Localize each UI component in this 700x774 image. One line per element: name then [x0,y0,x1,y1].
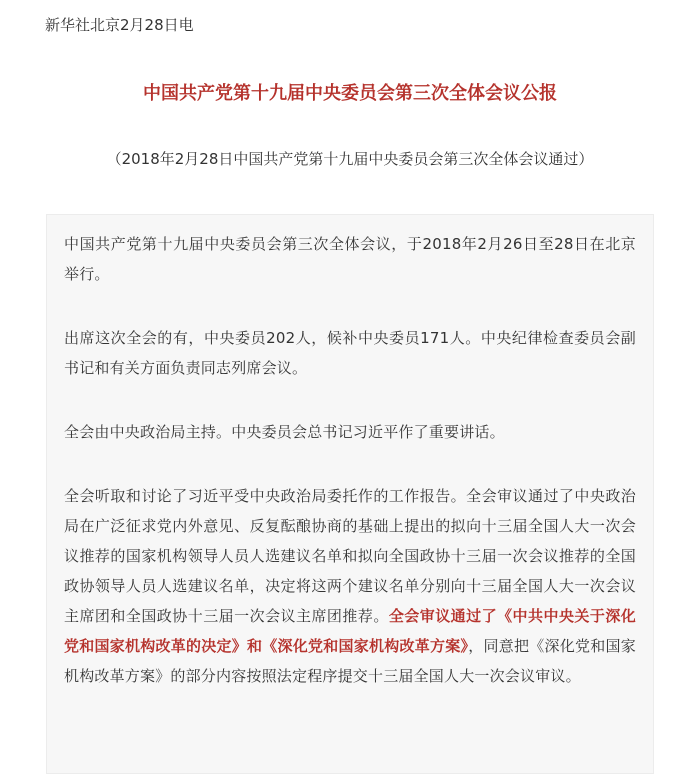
paragraph-4-start: 全会听取和讨论了习近平受中央政治局委托作的工作报告。全会审议通过了中央政治局在广泛征求党内外意见、反复酝酿协商的基础上提出的拟向十三届全国人大一次会议推荐的国家机构领导人员人选建议名单和拟向全国政协十三届一次会议推荐的全国政协领导人员人选建议名单，决定将这两个建议名单分别向十三届全国人大一次会议主席团和全国政协十三届一次会议主席团推荐。 [64,487,636,625]
paragraph-4-highlight: 全会审议通过了《中共中央关于深化党和国家机构改革的决定》和《深化党和国家机构改革方案》 [64,607,637,655]
paragraph-4 [64,481,636,691]
article-title: 中国共产党第十九届中央委员会第三次全体会议公报 [143,83,557,104]
article-body [64,229,636,725]
dateline: 新华社北京2月28日电 [45,16,194,34]
article-subtitle: （2018年2月28日中国共产党第十九届中央委员会第三次全体会议通过） [106,150,594,168]
paragraph-1: 中国共产党第十九届中央委员会第三次全体会议，于2018年2月26日至28日在北京举行。 [64,235,636,283]
paragraph-3: 全会由中央政治局主持。中央委员会总书记习近平作了重要讲话。 [64,423,505,441]
paragraph-4-end: ，同意把《深化党和国家机构改革方案》的部分内容按照法定程序提交十三届全国人大一次会议审议。 [64,637,637,685]
paragraph-2: 出席这次全会的有，中央委员202人，候补中央委员171人。中央纪律检查委员会副书记和有关方面负责同志列席会议。 [64,329,636,377]
